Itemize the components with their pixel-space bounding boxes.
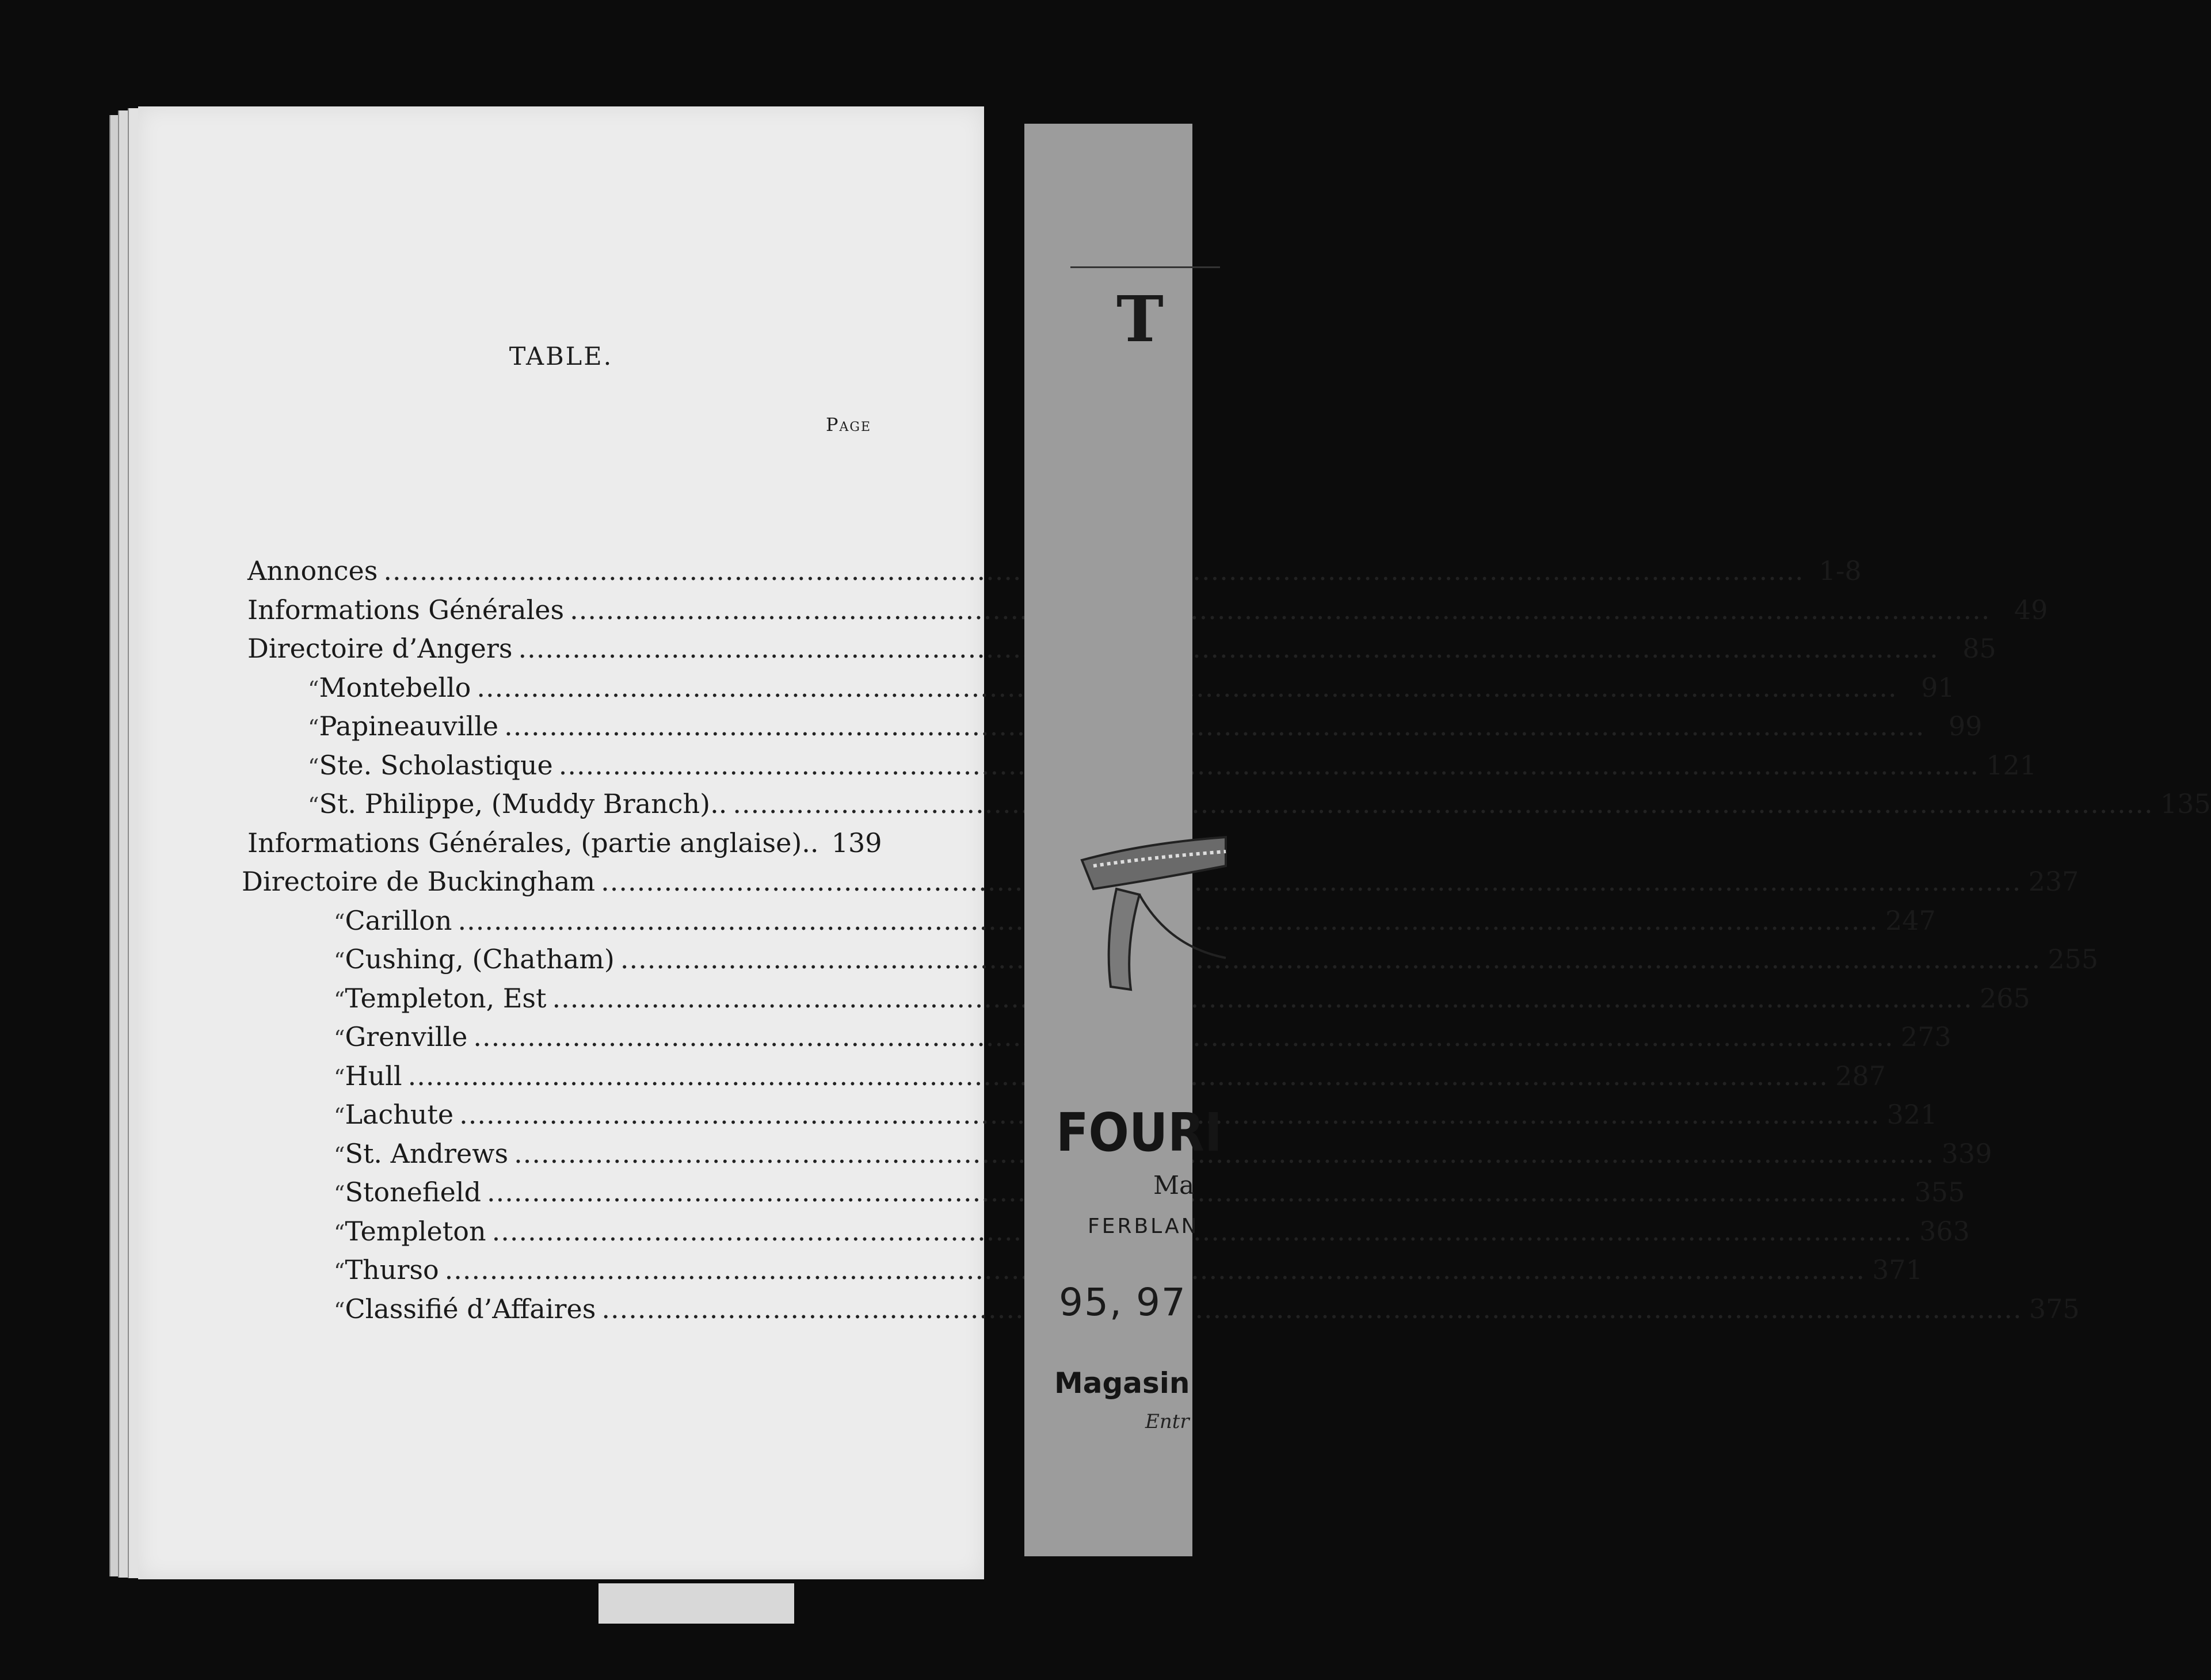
toc-entry-label: Carillon: [345, 904, 452, 936]
toc-entry: [247, 594, 2048, 631]
dot-leader: [514, 1138, 1934, 1169]
toc-entry-label: Annonces: [247, 555, 378, 586]
dot-leader: [552, 983, 1973, 1014]
toc-entry-page: 1-8: [1819, 555, 1862, 586]
toc-entry: [247, 633, 1996, 670]
toc-entry-page: 139: [831, 827, 882, 858]
toc-entry-page: 91: [1921, 671, 1955, 703]
toc-entry: [242, 1137, 1992, 1175]
ditto-mark: “: [334, 1220, 345, 1246]
toc-entry-page: 287: [1835, 1060, 1886, 1091]
adjacent-text-line: FERBLAN: [1088, 1215, 1199, 1238]
toc-entry: [247, 827, 880, 864]
toc-entry: [247, 671, 1955, 709]
dot-leader: [518, 633, 1938, 664]
toc-entry-page: 375: [2029, 1293, 2080, 1324]
ditto-mark: “: [334, 1026, 345, 1051]
toc-entry-label: Informations Générales, (partie anglaise)..: [247, 827, 819, 858]
ditto-mark: “: [334, 1104, 345, 1129]
toc-entry-page: 99: [1948, 711, 1983, 742]
toc-entry: [242, 1060, 1886, 1097]
toc-entry: [242, 1021, 1951, 1058]
toc-entry-page: 339: [1941, 1137, 1992, 1169]
toc-entry-label: Montebello: [319, 671, 471, 703]
toc-entry-label: Papineauville: [319, 711, 499, 742]
ditto-mark: “: [308, 754, 319, 780]
ditto-mark: “: [334, 1297, 345, 1323]
toc-entry-page: 237: [2028, 866, 2079, 897]
ditto-mark: “: [308, 715, 319, 740]
toc-entry: [242, 904, 1936, 942]
toc-entry: [247, 749, 2037, 786]
toc-entry-page: 273: [1900, 1021, 1951, 1052]
dot-leader: [492, 1216, 1912, 1247]
toc-entry-label: Informations Générales: [247, 594, 565, 625]
toc-entry: [242, 982, 2030, 1020]
furniture-illustration: [1076, 722, 1226, 992]
binding-tab: [599, 1583, 794, 1624]
toc-entry-page: 135: [2160, 788, 2211, 819]
ditto-mark: “: [334, 1259, 345, 1284]
adjacent-heading-fragment: T: [1116, 282, 1164, 356]
toc-entry: [247, 555, 1862, 592]
toc-entry-page: 255: [2048, 944, 2099, 975]
dot-leader: [559, 750, 1979, 781]
toc-entry-page: 363: [1919, 1215, 1970, 1247]
ditto-mark: “: [334, 948, 345, 973]
toc-entry-label: St. Philippe, (Muddy Branch)..: [319, 788, 727, 819]
adjacent-text-line: Magasin: [1054, 1366, 1190, 1400]
toc-entry-label: Templeton: [345, 1215, 486, 1247]
dot-leader: [487, 1177, 1907, 1208]
dot-leader: [620, 944, 2041, 975]
dot-leader: [733, 788, 2153, 819]
adjacent-text-line: Ma: [1153, 1171, 1195, 1200]
toc-entry: [247, 711, 1983, 747]
toc-entry-label: Stonefield: [345, 1177, 482, 1208]
page-title: TABLE.: [509, 342, 613, 371]
toc-entry-label: Hull: [345, 1060, 402, 1091]
toc-entry-page: 49: [2014, 594, 2048, 625]
toc-entry-page: 247: [1885, 904, 1936, 936]
ditto-mark: “: [334, 909, 345, 935]
toc-entry-label: Directoire d’Angers: [247, 633, 513, 664]
toc-entry-label: Classifié d’Affaires: [345, 1293, 596, 1324]
adjacent-text-line: FOURI: [1056, 1102, 1222, 1163]
toc-entry-label: Lachute: [345, 1099, 454, 1130]
ditto-mark: “: [308, 793, 319, 818]
toc-entry: [242, 944, 2099, 980]
adjacent-text-line: Entr: [1145, 1410, 1190, 1433]
toc-entry-page: 121: [1986, 749, 2037, 781]
toc-entry-page: 371: [1872, 1254, 1923, 1285]
toc-entry-label: Thurso: [345, 1254, 439, 1285]
page-column-label: Page: [826, 414, 872, 436]
toc-entry-label: Ste. Scholastique: [319, 749, 553, 781]
ditto-mark: “: [334, 987, 345, 1013]
dot-leader: [570, 594, 1990, 625]
adjacent-text-line: 95, 97: [1059, 1280, 1187, 1324]
toc-entry-label: Grenville: [345, 1021, 468, 1052]
ditto-mark: “: [308, 676, 319, 702]
toc-entry-page: 355: [1914, 1177, 1965, 1208]
ditto-mark: “: [334, 1142, 345, 1168]
toc-entry: [247, 788, 2211, 825]
toc-entry: [242, 866, 2079, 903]
dot-leader: [601, 866, 2021, 897]
toc-entry-page: 321: [1886, 1099, 1938, 1130]
dot-leader: [601, 1293, 2022, 1324]
toc-entry-label: Templeton, Est: [345, 982, 547, 1014]
ditto-mark: “: [334, 1181, 345, 1206]
adjacent-page: [1024, 124, 1222, 1556]
toc-entry: [242, 1254, 1923, 1291]
toc-entry-page: 265: [1979, 982, 2030, 1014]
toc-entry-page: 85: [1962, 633, 1996, 664]
divider: [1070, 266, 1220, 268]
toc-entry-label: Directoire de Buckingham: [242, 866, 596, 897]
toc-entry-label: Cushing, (Chatham): [345, 944, 615, 975]
ditto-mark: “: [334, 1064, 345, 1090]
toc-entry-label: St. Andrews: [345, 1137, 509, 1169]
